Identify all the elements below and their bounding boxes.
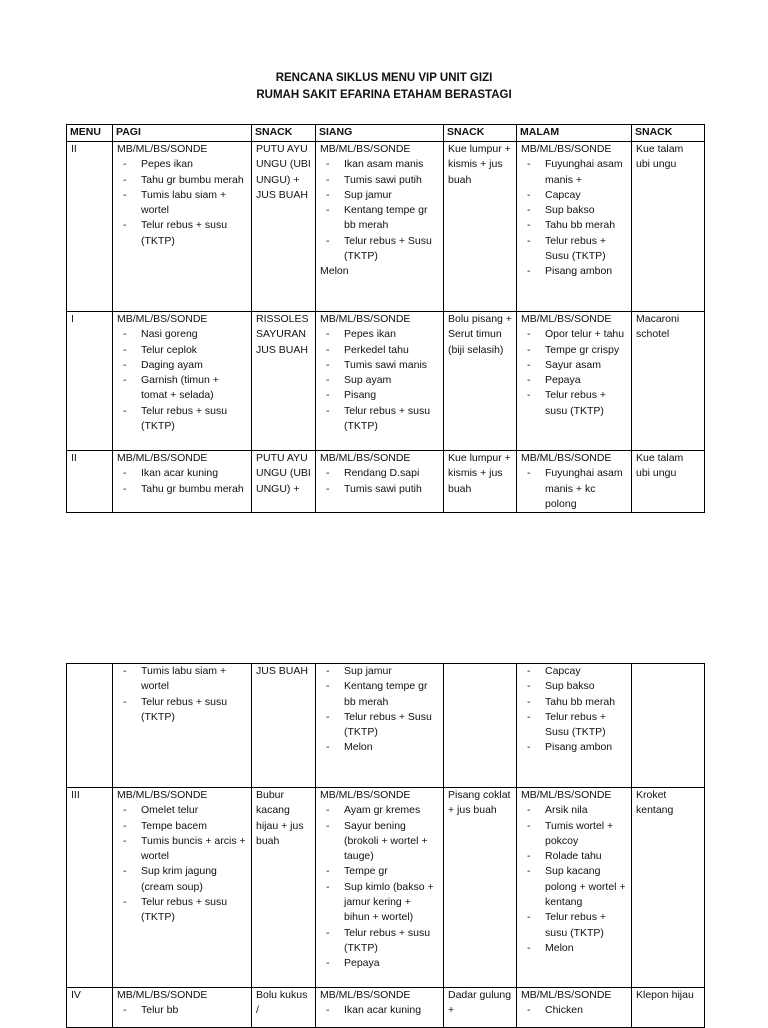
menu-cell xyxy=(113,451,252,513)
dish-item: - Opor telur + tahu xyxy=(545,327,627,342)
dish-item: - Arsik nila xyxy=(545,803,627,818)
dish-item: - Telur rebus + susu (TKTP) xyxy=(344,404,439,435)
snack-cell: Kue talam ubi ungu xyxy=(632,451,705,513)
document-subtitle: RUMAH SAKIT EFARINA ETAHAM BERASTAGI xyxy=(256,89,512,101)
menu-cell xyxy=(316,988,444,1028)
dish-item: - Tumis wortel + pokcoy xyxy=(545,819,627,850)
dish-item: - Fuyunghai asam manis + xyxy=(545,157,627,188)
snack-cell: Bolu kukus / xyxy=(252,988,316,1028)
dish-item: - Kentang tempe gr bb merah xyxy=(344,203,439,234)
dish-list xyxy=(320,664,439,756)
dish-list xyxy=(320,157,439,264)
dish-list xyxy=(117,1003,247,1018)
dish-item: - Tumis buncis + arcis + wortel xyxy=(141,834,247,865)
dish-item: - Ikan acar kuning xyxy=(141,466,247,481)
dish-item: - Tempe gr xyxy=(344,864,439,879)
dish-item: - Tahu bb merah xyxy=(545,218,627,233)
dish-item: - Nasi goreng xyxy=(141,327,247,342)
dish-item: - Garnish (timun + tomat + selada) xyxy=(141,373,247,404)
menu-cell xyxy=(316,312,444,451)
dish-list xyxy=(521,803,627,956)
dish-item: - Sup bakso xyxy=(545,203,627,218)
menu-cell xyxy=(113,142,252,312)
snack-cell xyxy=(444,664,517,788)
dish-item: - Telur rebus + susu (TKTP) xyxy=(545,388,627,419)
snack-cell: Macaroni schotel xyxy=(632,312,705,451)
diet-type-label: MB/ML/BS/SONDE xyxy=(521,989,612,1001)
table-row xyxy=(67,312,705,451)
menu-number-cell: IV xyxy=(67,988,113,1028)
dish-item: - Melon xyxy=(545,941,627,956)
dish-item: - Tumis sawi manis xyxy=(344,358,439,373)
dish-item: - Capcay xyxy=(545,188,627,203)
dish-item: - Melon xyxy=(344,740,439,755)
dish-item: - Telur rebus + susu (TKTP) xyxy=(141,695,247,726)
dish-item: - Chicken xyxy=(545,1003,627,1018)
dish-list xyxy=(320,1003,439,1018)
diet-type-label: MB/ML/BS/SONDE xyxy=(521,313,612,325)
snack-cell: PUTU AYU UNGU (UBI UNGU) + JUS BUAH xyxy=(252,142,316,312)
menu-table-page-2 xyxy=(66,663,705,1028)
menu-cell xyxy=(316,664,444,788)
menu-cell xyxy=(316,788,444,988)
menu-number-cell: II xyxy=(67,451,113,513)
menu-cell xyxy=(113,664,252,788)
dish-list xyxy=(117,466,247,497)
dish-item: - Telur rebus + susu (TKTP) xyxy=(141,404,247,435)
dish-item: - Sup kimlo (bakso + jamur kering + bihun + wortel) xyxy=(344,880,439,926)
snack-cell: Bolu pisang + Serut timun (biji selasih) xyxy=(444,312,517,451)
dish-item: - Capcay xyxy=(545,664,627,679)
menu-cell xyxy=(316,142,444,312)
dish-item: - Telur rebus + Susu (TKTP) xyxy=(545,710,627,741)
table-row xyxy=(67,451,705,513)
column-header: SNACK xyxy=(444,125,517,142)
dish-item: - Telur ceplok xyxy=(141,343,247,358)
dish-list xyxy=(117,327,247,434)
diet-type-label: MB/ML/BS/SONDE xyxy=(117,143,208,155)
table-row xyxy=(67,988,705,1028)
document-title: RENCANA SIKLUS MENU VIP UNIT GIZI xyxy=(275,72,493,84)
dish-item: - Pisang ambon xyxy=(545,264,627,279)
snack-cell: Pisang coklat + jus buah xyxy=(444,788,517,988)
dish-item: - Tumis sawi putih xyxy=(344,173,439,188)
dish-list xyxy=(320,327,439,434)
column-header: PAGI xyxy=(113,125,252,142)
column-header: SNACK xyxy=(632,125,705,142)
dish-item: - Rolade tahu xyxy=(545,849,627,864)
dish-list xyxy=(320,466,439,497)
dish-item: - Tahu gr bumbu merah xyxy=(141,173,247,188)
dish-item: - Telur rebus + Susu (TKTP) xyxy=(344,234,439,265)
column-header: SIANG xyxy=(316,125,444,142)
snack-cell: Kue lumpur + kismis + jus buah xyxy=(444,142,517,312)
menu-cell xyxy=(517,664,632,788)
menu-cell xyxy=(316,451,444,513)
menu-cell xyxy=(517,788,632,988)
menu-number-cell: III xyxy=(67,788,113,988)
snack-cell: PUTU AYU UNGU (UBI UNGU) + xyxy=(252,451,316,513)
dish-item: - Sup jamur xyxy=(344,664,439,679)
dish-item: - Telur rebus + Susu (TKTP) xyxy=(344,710,439,741)
dish-list xyxy=(521,466,627,512)
dish-list xyxy=(521,157,627,279)
snack-cell: Kue talam ubi ungu xyxy=(632,142,705,312)
dish-item: - Tumis labu siam + wortel xyxy=(141,664,247,695)
dish-list xyxy=(521,327,627,419)
diet-type-label: MB/ML/BS/SONDE xyxy=(320,313,411,325)
diet-type-label: MB/ML/BS/SONDE xyxy=(320,452,411,464)
dish-item: - Perkedel tahu xyxy=(344,343,439,358)
menu-number-cell: II xyxy=(67,142,113,312)
menu-number-cell: I xyxy=(67,312,113,451)
snack-cell: RISSOLES SAYURAN JUS BUAH xyxy=(252,312,316,451)
dish-item: - Sayur bening (brokoli + wortel + tauge) xyxy=(344,819,439,865)
menu-cell xyxy=(113,788,252,988)
dish-extra: Melon xyxy=(320,265,349,278)
menu-cell xyxy=(517,451,632,513)
dish-item: - Tumis sawi putih xyxy=(344,482,439,497)
dish-list xyxy=(117,803,247,925)
snack-cell: Kue lumpur + kismis + jus buah xyxy=(444,451,517,513)
diet-type-label: MB/ML/BS/SONDE xyxy=(117,452,208,464)
diet-type-label: MB/ML/BS/SONDE xyxy=(117,789,208,801)
dish-item: - Sup kacang polong + wortel + kentang xyxy=(545,864,627,910)
table-row xyxy=(67,788,705,988)
dish-item: - Pepes ikan xyxy=(141,157,247,172)
dish-list xyxy=(521,1003,627,1018)
column-header: SNACK xyxy=(252,125,316,142)
dish-item: - Telur rebus + susu (TKTP) xyxy=(344,926,439,957)
dish-item: - Sup jamur xyxy=(344,188,439,203)
dish-item: - Sup bakso xyxy=(545,679,627,694)
dish-item: - Sayur asam xyxy=(545,358,627,373)
dish-item: - Sup krim jagung (cream soup) xyxy=(141,864,247,895)
dish-list xyxy=(117,157,247,249)
diet-type-label: MB/ML/BS/SONDE xyxy=(320,143,411,155)
snack-cell: JUS BUAH xyxy=(252,664,316,788)
snack-cell: Bubur kacang hijau + jus buah xyxy=(252,788,316,988)
diet-type-label: MB/ML/BS/SONDE xyxy=(117,313,208,325)
diet-type-label: MB/ML/BS/SONDE xyxy=(320,789,411,801)
menu-number-cell xyxy=(67,664,113,788)
dish-item: - Pepaya xyxy=(344,956,439,971)
column-header: MALAM xyxy=(517,125,632,142)
table-row xyxy=(67,664,705,788)
dish-item: - Telur rebus + susu (TKTP) xyxy=(545,910,627,941)
menu-table-page-1 xyxy=(66,124,705,513)
menu-cell xyxy=(517,312,632,451)
snack-cell: Klepon hijau xyxy=(632,988,705,1028)
dish-item: - Tumis labu siam + wortel xyxy=(141,188,247,219)
diet-type-label: MB/ML/BS/SONDE xyxy=(320,989,411,1001)
dish-list xyxy=(521,664,627,756)
dish-item: - Telur rebus + Susu (TKTP) xyxy=(545,234,627,265)
dish-item: - Rendang D.sapi xyxy=(344,466,439,481)
dish-item: - Tempe gr crispy xyxy=(545,343,627,358)
menu-cell xyxy=(113,312,252,451)
dish-item: - Daging ayam xyxy=(141,358,247,373)
menu-cell xyxy=(113,988,252,1028)
diet-type-label: MB/ML/BS/SONDE xyxy=(521,452,612,464)
snack-cell xyxy=(632,664,705,788)
dish-item: - Ayam gr kremes xyxy=(344,803,439,818)
dish-item: - Pepes ikan xyxy=(344,327,439,342)
dish-item: - Omelet telur xyxy=(141,803,247,818)
snack-cell: Kroket kentang xyxy=(632,788,705,988)
diet-type-label: MB/ML/BS/SONDE xyxy=(117,989,208,1001)
dish-item: - Pepaya xyxy=(545,373,627,388)
dish-item: - Pisang ambon xyxy=(545,740,627,755)
dish-item: - Telur bb xyxy=(141,1003,247,1018)
dish-item: - Tahu gr bumbu merah xyxy=(141,482,247,497)
dish-item: - Sup ayam xyxy=(344,373,439,388)
diet-type-label: MB/ML/BS/SONDE xyxy=(521,789,612,801)
table-header-row xyxy=(67,125,705,142)
dish-item: - Pisang xyxy=(344,388,439,403)
dish-item: - Telur rebus + susu (TKTP) xyxy=(141,895,247,926)
dish-item: - Tahu bb merah xyxy=(545,695,627,710)
snack-cell: Dadar gulung + xyxy=(444,988,517,1028)
dish-item: - Ikan acar kuning xyxy=(344,1003,439,1018)
table-row xyxy=(67,142,705,312)
dish-item: - Telur rebus + susu (TKTP) xyxy=(141,218,247,249)
menu-cell xyxy=(517,988,632,1028)
dish-item: - Tempe bacem xyxy=(141,819,247,834)
column-header: MENU xyxy=(67,125,113,142)
dish-item: - Fuyunghai asam manis + kc polong xyxy=(545,466,627,512)
dish-item: - Ikan asam manis xyxy=(344,157,439,172)
dish-list xyxy=(320,803,439,971)
dish-list xyxy=(117,664,247,725)
menu-cell xyxy=(517,142,632,312)
diet-type-label: MB/ML/BS/SONDE xyxy=(521,143,612,155)
dish-item: - Kentang tempe gr bb merah xyxy=(344,679,439,710)
